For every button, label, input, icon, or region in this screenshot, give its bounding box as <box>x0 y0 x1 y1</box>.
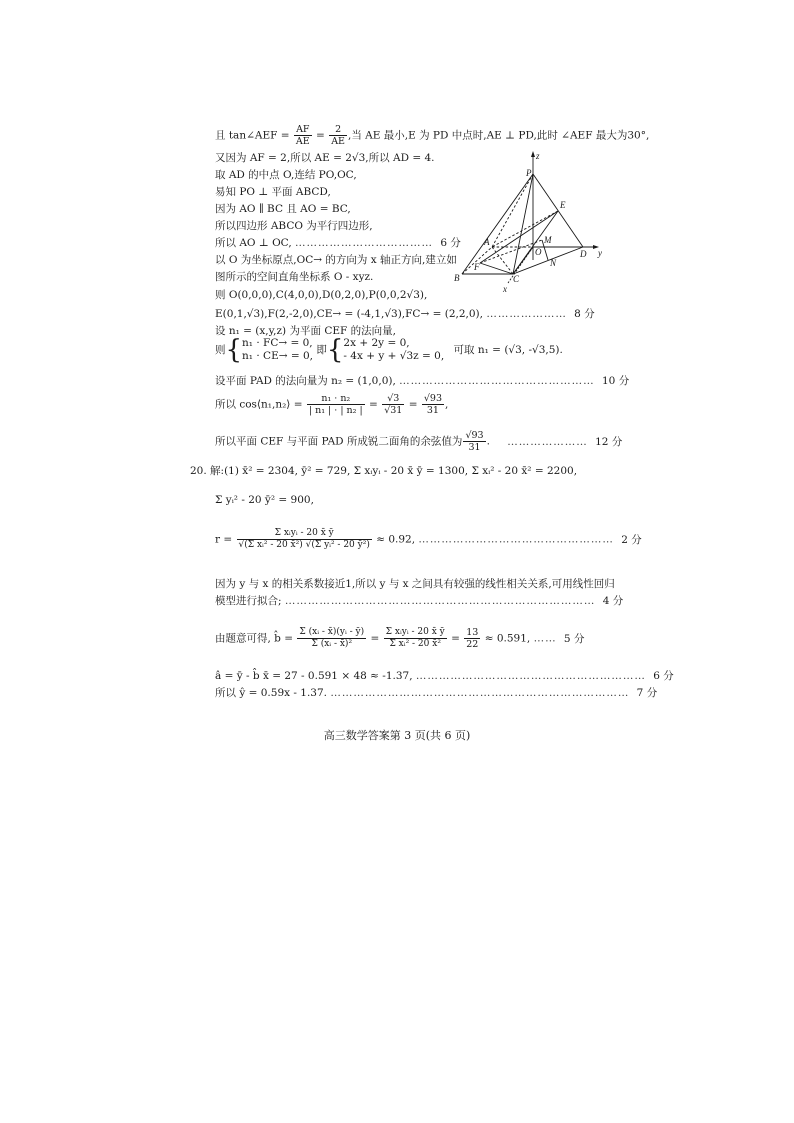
denominator: 22 <box>466 639 479 650</box>
label-f: F <box>474 262 480 272</box>
line-q20-correlation <box>215 528 642 551</box>
text: r = <box>215 533 233 546</box>
score-mark: 2 分 <box>621 533 642 546</box>
text: E(0,1,√3),F(2,-2,0),CE→ = (-4,1,√3),FC→ = (2,2,0), <box>215 308 483 320</box>
score-mark: 4 分 <box>602 595 624 607</box>
denominator: Σ (xᵢ - x̄)² <box>311 639 353 649</box>
text: 即 <box>316 344 327 356</box>
line-q20-intercept <box>215 669 674 683</box>
line-coordinate-system: 图所示的空间直角坐标系 O - xyz. <box>215 271 374 283</box>
denominator: Σ xᵢ² - 20 x̄² <box>389 639 441 649</box>
fraction-correlation <box>237 528 372 551</box>
numerator: Σ xᵢyᵢ - 20 x̄ ȳ <box>237 528 372 540</box>
score-mark: 5 分 <box>563 632 585 645</box>
line-coordinate-origin: 以 O 为坐标原点,OC→ 的方向为 x 轴正方向,建立如 <box>215 254 457 266</box>
equals: = <box>451 632 460 645</box>
fraction-dot-product <box>307 393 365 416</box>
leader-dots: …………………………………………… <box>418 533 614 546</box>
leader-dots: ……………………………………………………………………… <box>284 595 596 607</box>
line-ao-oc <box>215 236 461 250</box>
text: 所以 AO ⊥ OC, <box>215 237 292 249</box>
denominator: AE <box>331 136 345 147</box>
numerator: 2 <box>329 124 347 136</box>
equation: 2x + 2y = 0, <box>343 337 410 349</box>
label-n: N <box>550 258 557 268</box>
system-right <box>343 337 444 363</box>
score-mark: 7 分 <box>636 687 658 699</box>
line-ao-bc: 因为 AO ∥ BC 且 AO = BC, <box>215 203 351 215</box>
line-q20-y-sum: Σ yᵢ² - 20 ȳ² = 900, <box>215 494 314 506</box>
text: ≈ 0.92, <box>376 533 416 546</box>
label-d: D <box>580 249 587 259</box>
label-m: M <box>544 235 552 245</box>
text: 模型进行拟合; <box>215 595 282 607</box>
line-q20-fit <box>215 594 623 608</box>
label-e: E <box>560 200 566 210</box>
system-left <box>242 337 313 363</box>
line-coordinates-ocdp: 则 O(0,0,0),C(4,0,0),D(0,2,0),P(0,0,2√3), <box>215 289 428 301</box>
text: 解:(1) x̄² = 2304, ȳ² = 729, Σ xᵢyᵢ - 20 x̄ ȳ = 1300, Σ xᵢ² - 20 x̄² = 2200, <box>210 465 578 477</box>
text: 由题意可得, b̂ = <box>215 632 294 645</box>
text: 且 tan∠AEF = <box>215 129 290 142</box>
denominator: 31 <box>468 442 481 453</box>
fraction-slope-1 <box>297 627 366 650</box>
fraction-sqrt93-31 <box>422 393 444 416</box>
numerator: n₁ · n₂ <box>307 393 365 405</box>
score-mark: 12 分 <box>595 435 623 448</box>
leader-dots: …………………………………………………… <box>415 670 646 682</box>
equation: n₁ · FC→ = 0, <box>242 337 313 349</box>
equation: n₁ · CE→ = 0, <box>242 350 314 362</box>
score-mark: 6 分 <box>440 237 461 249</box>
label-x: x <box>503 284 507 294</box>
fraction-2-ae <box>329 124 347 147</box>
text: 所以 ŷ = 0.59x - 1.37. <box>215 687 327 699</box>
numerator: Σ (xᵢ - x̄)(yᵢ - ȳ) <box>299 627 365 637</box>
denominator: 31 <box>426 405 439 416</box>
text: . <box>486 435 490 448</box>
edge-pc <box>513 174 533 274</box>
label-a: A <box>484 237 490 247</box>
numerator: √93 <box>465 430 484 441</box>
leader-dots: ………………… <box>507 435 588 448</box>
equation: - 4x + y + √3z = 0, <box>343 350 445 362</box>
text: 所以平面 CEF 与平面 PAD 所成锐二面角的余弦值为 <box>215 435 463 448</box>
denominator: | n₁ | · | n₂ | <box>308 405 363 416</box>
fraction-13-22 <box>464 627 480 650</box>
score-mark: 8 分 <box>574 308 595 320</box>
text: 所以 cos⟨n₁,n₂⟩ = <box>215 398 303 411</box>
label-o: O <box>535 247 542 257</box>
edge-pb <box>462 174 533 274</box>
line-tan-aef <box>215 124 649 147</box>
line-q20-reasoning: 因为 y 与 x 的相关系数接近1,所以 y 与 x 之间具有较强的线性相关关系,可用线性回归 <box>215 578 615 590</box>
pyramid-figure <box>450 150 610 295</box>
equals: = <box>316 129 325 142</box>
text: 则 <box>215 344 226 356</box>
line-po-perp: 易知 PO ⊥ 平面 ABCD, <box>215 186 331 198</box>
text: ≈ 0.591, <box>484 632 531 645</box>
text: 设平面 PAD 的法向量为 n₂ = (1,0,0), <box>215 375 396 387</box>
line-normal-vector-n2 <box>215 374 629 388</box>
label-c: C <box>513 274 520 284</box>
line-coordinates-ef <box>215 307 595 321</box>
label-z: z <box>536 151 540 161</box>
label-b: B <box>454 273 460 283</box>
equals: = <box>369 398 378 411</box>
line-af-ae: 又因为 AF = 2,所以 AE = 2√3,所以 AD = 4. <box>215 152 435 164</box>
denominator: √(Σ xᵢ² - 20 x̄²) √(Σ yᵢ² - 20 ȳ²) <box>238 540 370 550</box>
left-brace: { <box>326 335 344 365</box>
z-axis-arrow <box>531 151 535 157</box>
text: , <box>445 398 449 411</box>
text: â = ȳ - b̂ x̄ = 27 - 0.591 × 48 ≈ -1.37, <box>215 670 413 682</box>
fraction-slope-2 <box>384 627 447 650</box>
fraction-sqrt3-sqrt31 <box>382 393 404 416</box>
label-y: y <box>598 248 602 258</box>
score-mark: 10 分 <box>602 375 630 387</box>
line-q20-sums <box>190 464 577 478</box>
page-footer: 高三数学答案第 3 页(共 6 页) <box>323 729 471 742</box>
line-dihedral-cosine <box>215 430 622 453</box>
line-q20-regression <box>215 686 657 700</box>
line-normal-vector-n1: 设 n₁ = (x,y,z) 为平面 CEF 的法向量, <box>215 325 396 337</box>
leader-dots: …………………………………………… <box>399 375 595 387</box>
left-brace: { <box>225 335 243 365</box>
line-equation-system <box>215 337 563 363</box>
line-midpoint-o: 取 AD 的中点 O,连结 PO,OC, <box>215 169 357 181</box>
edge-ac <box>492 247 513 274</box>
text: ,当 AE 最小,E 为 PD 中点时,AE ⊥ PD,此时 ∠AEF 最大为30°, <box>347 129 650 142</box>
leader-dots: ………………… <box>486 308 567 320</box>
fraction-sqrt93-31 <box>463 430 485 453</box>
numerator: √3 <box>382 393 404 405</box>
line-parallelogram: 所以四边形 ABCO 为平行四边形, <box>215 220 373 232</box>
label-p: P <box>526 168 532 178</box>
numerator: Σ xᵢyᵢ - 20 x̄ ȳ <box>385 627 445 637</box>
denominator: AE <box>295 136 310 147</box>
line-cosine <box>215 393 448 416</box>
equals: = <box>370 632 380 645</box>
text: 可取 n₁ = (√3, -√3,5). <box>453 344 563 356</box>
denominator: √31 <box>384 405 403 416</box>
line-fc <box>480 263 513 274</box>
leader-dots: …………………………………………………………………… <box>330 687 630 699</box>
leader-dots: ……………………………… <box>295 237 434 249</box>
numerator: 13 <box>466 627 479 638</box>
line-q20-slope <box>215 627 584 650</box>
fraction-af-ae <box>294 124 312 147</box>
score-mark: 6 分 <box>653 670 674 682</box>
equals: = <box>408 398 418 411</box>
question-number: 20. <box>190 465 207 477</box>
numerator: √93 <box>423 393 442 404</box>
numerator: AF <box>294 124 312 136</box>
leader-dots: …… <box>533 632 557 645</box>
